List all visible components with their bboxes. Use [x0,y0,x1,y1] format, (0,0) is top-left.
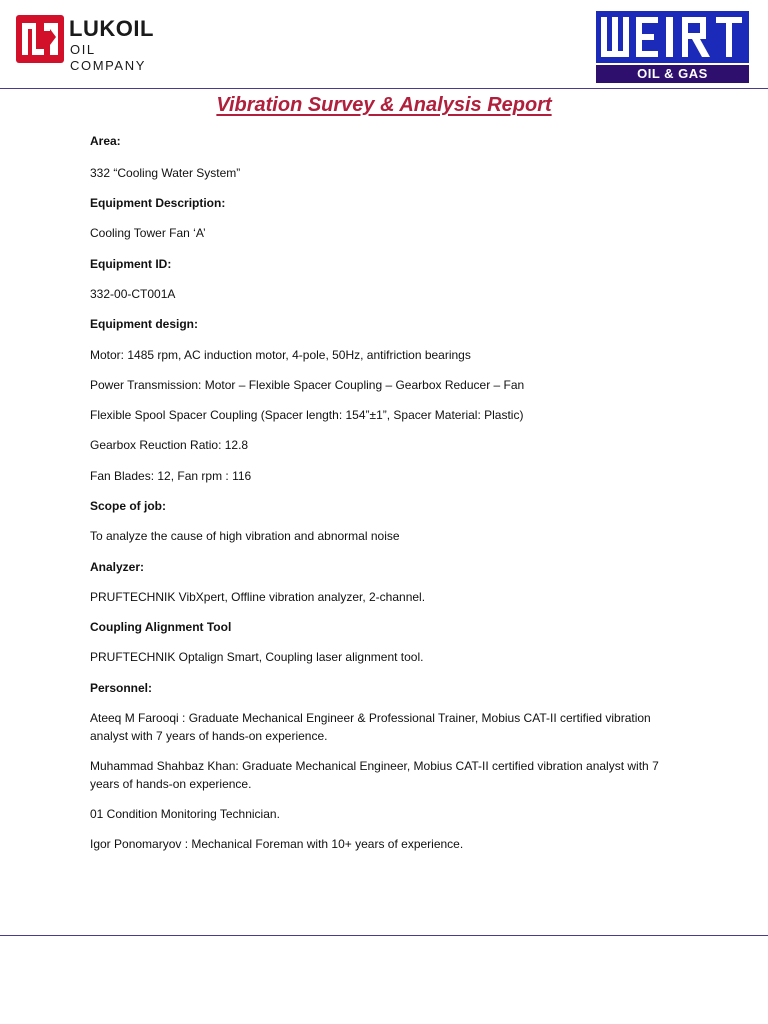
alignment-tool-heading: Coupling Alignment Tool [90,620,232,634]
lukoil-mark-icon [16,15,64,63]
weir-logo [596,11,749,83]
header-divider [0,88,768,89]
personnel-item: 01 Condition Monitoring Technician. [90,807,280,821]
analyzer-heading: Analyzer: [90,560,145,574]
scope-value: To analyze the cause of high vibration and abnormal noise [90,529,400,543]
lukoil-logo [16,14,176,73]
coupling-line: Flexible Spool Spacer Coupling (Spacer length: 154”±1”, Spacer Material: Plastic) [90,408,524,422]
personnel-item: Ateeq M Farooqi : Graduate Mechanical Engineer & Professional Trainer, Mobius CAT-II certified vibration analyst with 7 years of hands-on experience. [90,711,651,743]
lukoil-subtitle: OIL COMPANY [70,42,146,73]
personnel-item: Muhammad Shahbaz Khan: Graduate Mechanical Engineer, Mobius CAT-II certified vibration analyst with 7 years of hands-on experience. [90,759,659,791]
weir-band-text: OIL & GAS [596,65,749,83]
equipment-description-value: Cooling Tower Fan ‘A’ [90,226,206,240]
weir-mark-icon [596,11,749,63]
alignment-tool-value: PRUFTECHNIK Optalign Smart, Coupling laser alignment tool. [90,650,424,664]
lukoil-name: LUKOIL [69,16,154,41]
page-title: Vibration Survey & Analysis Report [216,94,552,116]
scope-heading: Scope of job: [90,499,166,513]
equipment-design-heading: Equipment design: [90,317,198,331]
area-heading: Area: [90,134,121,148]
motor-line: Motor: 1485 rpm, AC induction motor, 4-pole, 50Hz, antifriction bearings [90,348,471,362]
personnel-item: Igor Ponomaryov : Mechanical Foreman with 10+ years of experience. [90,837,464,851]
equipment-id-value: 332-00-CT001A [90,287,176,301]
fan-blades-line: Fan Blades: 12, Fan rpm : 116 [90,469,252,483]
analyzer-value: PRUFTECHNIK VibXpert, Offline vibration analyzer, 2-channel. [90,590,426,604]
equipment-id-heading: Equipment ID: [90,257,172,271]
area-value: 332 “Cooling Water System” [90,166,241,180]
power-transmission-line: Power Transmission: Motor – Flexible Spacer Coupling – Gearbox Reducer – Fan [90,378,525,392]
personnel-heading: Personnel: [90,681,153,695]
footer-divider [0,935,768,936]
equipment-description-heading: Equipment Description: [90,196,226,210]
gearbox-ratio-line: Gearbox Reuction Ratio: 12.8 [90,438,249,452]
